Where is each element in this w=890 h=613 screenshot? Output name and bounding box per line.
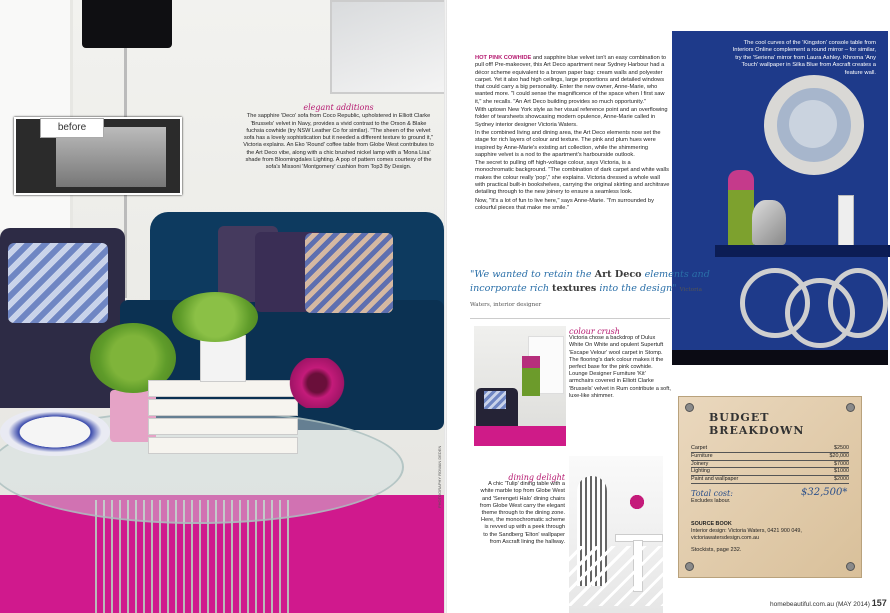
page-gutter [444,0,447,613]
book [148,437,298,454]
console-table-top [715,245,890,257]
divider [470,318,670,319]
quote-text: into the design" [596,283,677,294]
quote-emphasis: textures [552,283,597,294]
book [148,418,298,435]
budget-row [691,476,849,484]
wall-mirror [330,0,444,94]
budget-value: $1000 [834,468,849,475]
armchair-photo [474,326,566,446]
caption-text: The sapphire 'Deco' sofa from Coco Republic, upholstered in Elliott Clarke 'Brussels' velvet in Navy, provides a vivid contrast to the Orson & Blake fuchsia cowhide (try NSW Leather Co for similar). "The sheen of the velvet sofa has a lovely sophistication but it needed a different texture to ground it," Victoria explains. An Eko 'Round' coffee table from Globe West contributes to the Art Deco vibe, along with a chic brushed nickel lamp with a 'Mona Lisa' shade from Bloomingdales Lighting. A pop of pattern comes courtesy of the sofa's Missoni 'Montgomery' cushion from Top3 By Design. [243,113,434,171]
budget-row [691,461,849,469]
paragraph-text: and sapphire blue velvet isn't an easy combination to pull off! Pre-makeover, this Art Deco apartment near Sydney Harbour had a décor scheme equivalent to a brown paper bag: cream walls and polyester carpet. Yet it also had high ceilings, large proportions and detailed windows that could carry a big personality. Enter the new owner, Anne-Marie, who wanted more. "I could sense the magnificence of the space when I first saw it," she recalls. "An Art Deco building provides so much opportunity." [475,55,667,105]
budget-label: Lighting [691,468,710,475]
anemone-flower [288,358,346,408]
stockists-note: Stockists, page 232. [691,547,742,553]
living-room-photo [0,0,444,613]
silver-vase [752,200,786,245]
caption-dining-delight [479,474,565,546]
page-number: 157 [871,598,887,608]
flower [629,492,645,512]
pin-icon [685,403,694,412]
dark-floor [672,350,888,365]
budget-row [691,445,849,453]
source-book [691,521,849,541]
round-mirror [764,75,864,175]
pin-icon [685,562,694,571]
caption-text: Victoria chose a backdrop of Dulux White On White and opulent Supertuft 'Escape Velour' wool carpet in Stomp. The flooring's dark colour makes it the perfect base for the pink cowhide. Lounge Designer Furniture 'Kit' armchairs covered in Elliott Clarke 'Brussels' velvet in Rum contribute a soft, luxe-like shimmer. [569,335,671,399]
total-label: Total cost: [691,489,733,498]
book [148,399,298,416]
white-vase [200,335,246,382]
missoni-cushion [305,233,393,313]
paragraph: The secret to pulling off high-voltage colour, says Victoria, is a monochromatic background. "The combination of dark carpet and white walls makes the colour really 'pop'," she explains. Victoria dressed a whole wall with practical built-in bookshelves, carrying the original skirting and architrave detailing through to the new joinery to ensure a seamless look. [475,160,670,196]
cushion [484,391,506,409]
decorative-plate [0,408,110,456]
dining-chairs [569,546,663,606]
pull-quote [470,268,725,312]
page-folio: homebeautiful.com.au (MAY 2014) 157 [770,598,887,608]
paragraph: Now, "It's a lot of fun to live here," says Anne-Marie. "I'm surrounded by colourful pieces that make me smile." [475,197,654,211]
caption-heading: elegant additions [303,103,374,112]
paragraph [475,55,670,106]
quote-attribution: Victoria Waters, interior designer [470,287,702,308]
window [0,0,73,230]
plant [522,356,540,396]
caption-elegant-additions [242,104,435,172]
lede: HOT PINK COWHIDE [475,55,532,61]
orchid [728,170,754,250]
budget-label: Joinery [691,460,709,467]
paragraph: With uptown New York style as her visual reference point and an overflowing folder of tearsheets showcasing modern opulence, Anne-Marie called in Sydney interior designer Victoria Waters. [475,107,668,128]
total-note: Excludes labour. [691,498,731,504]
source-text: Interior design: Victoria Waters, 0421 900 049, victoriawatersdesign.com.au [691,527,802,541]
quote-text: elements and incorporate rich [470,269,710,294]
budget-value: $2000 [834,476,849,483]
budget-breakdown-card [678,396,862,578]
body-text [475,55,670,213]
budget-lines [691,445,849,484]
total-value: $32,500* [801,487,848,498]
dining-photo [569,456,663,613]
budget-value: $20,000 [829,452,849,459]
folio-issue: MAY 2014 [837,601,868,608]
caption-colour-crush [569,328,671,400]
quote-text: "We wanted to retain the [470,269,595,280]
photo-credit: PHOTOGRAPHY ROWAN DEDEN [437,445,442,508]
budget-label: Furniture [691,452,713,459]
folio-site: homebeautiful.com.au [770,601,834,608]
candlestick [838,195,854,247]
book [148,380,298,397]
console-caption: The cool curves of the 'Kingston' console table from Interiors Online complement a round mirror – for similar, try the 'Seriena' mirror from Laura Ashley. Khroma 'Any Touch' wallpaper in Silka Blue from Ascraft creates a feature wall. [732,40,876,76]
before-label: before [40,118,104,138]
source-heading: SOURCE BOOK [691,521,732,527]
console-table-rings [740,258,880,358]
budget-label: Carpet [691,445,708,451]
book-stack [148,380,298,450]
quote-emphasis: Art Deco [594,269,642,280]
budget-row [691,453,849,461]
budget-row [691,468,849,476]
caption-text: A chic 'Tulip' dining table with a white marble top from Globe West and 'Serengeti Halo' dining chairs from Globe West carry the elegant theme through to the dining zone. Here, the monochromatic scheme is revved up with a peek through to the Sandberg 'Elton' wallpaper from Ascraft lining the hallway. [479,481,565,545]
budget-label: Paint and wallpaper [691,476,739,483]
paragraph: In the combined living and dining area, the Art Deco elements now set the stage for rich layers of colour and texture. The pink and plum hues were inspired by Anne-Marie's existing art collection, while the shimmering sapphire velvet is a nod to the apartment's harbourside outlook. [475,129,661,158]
caption-heading: colour crush [569,327,620,336]
green-plant [172,292,258,342]
pink-rug [474,426,566,446]
caption-heading: dining delight [508,473,565,482]
lamp-shade [82,0,172,48]
budget-value: $2500 [834,445,849,451]
pin-icon [846,562,855,571]
budget-value: $7000 [834,460,849,467]
budget-title: BUDGET BREAKDOWN [709,411,805,437]
ring [828,268,888,338]
patterned-cushion [8,243,108,323]
